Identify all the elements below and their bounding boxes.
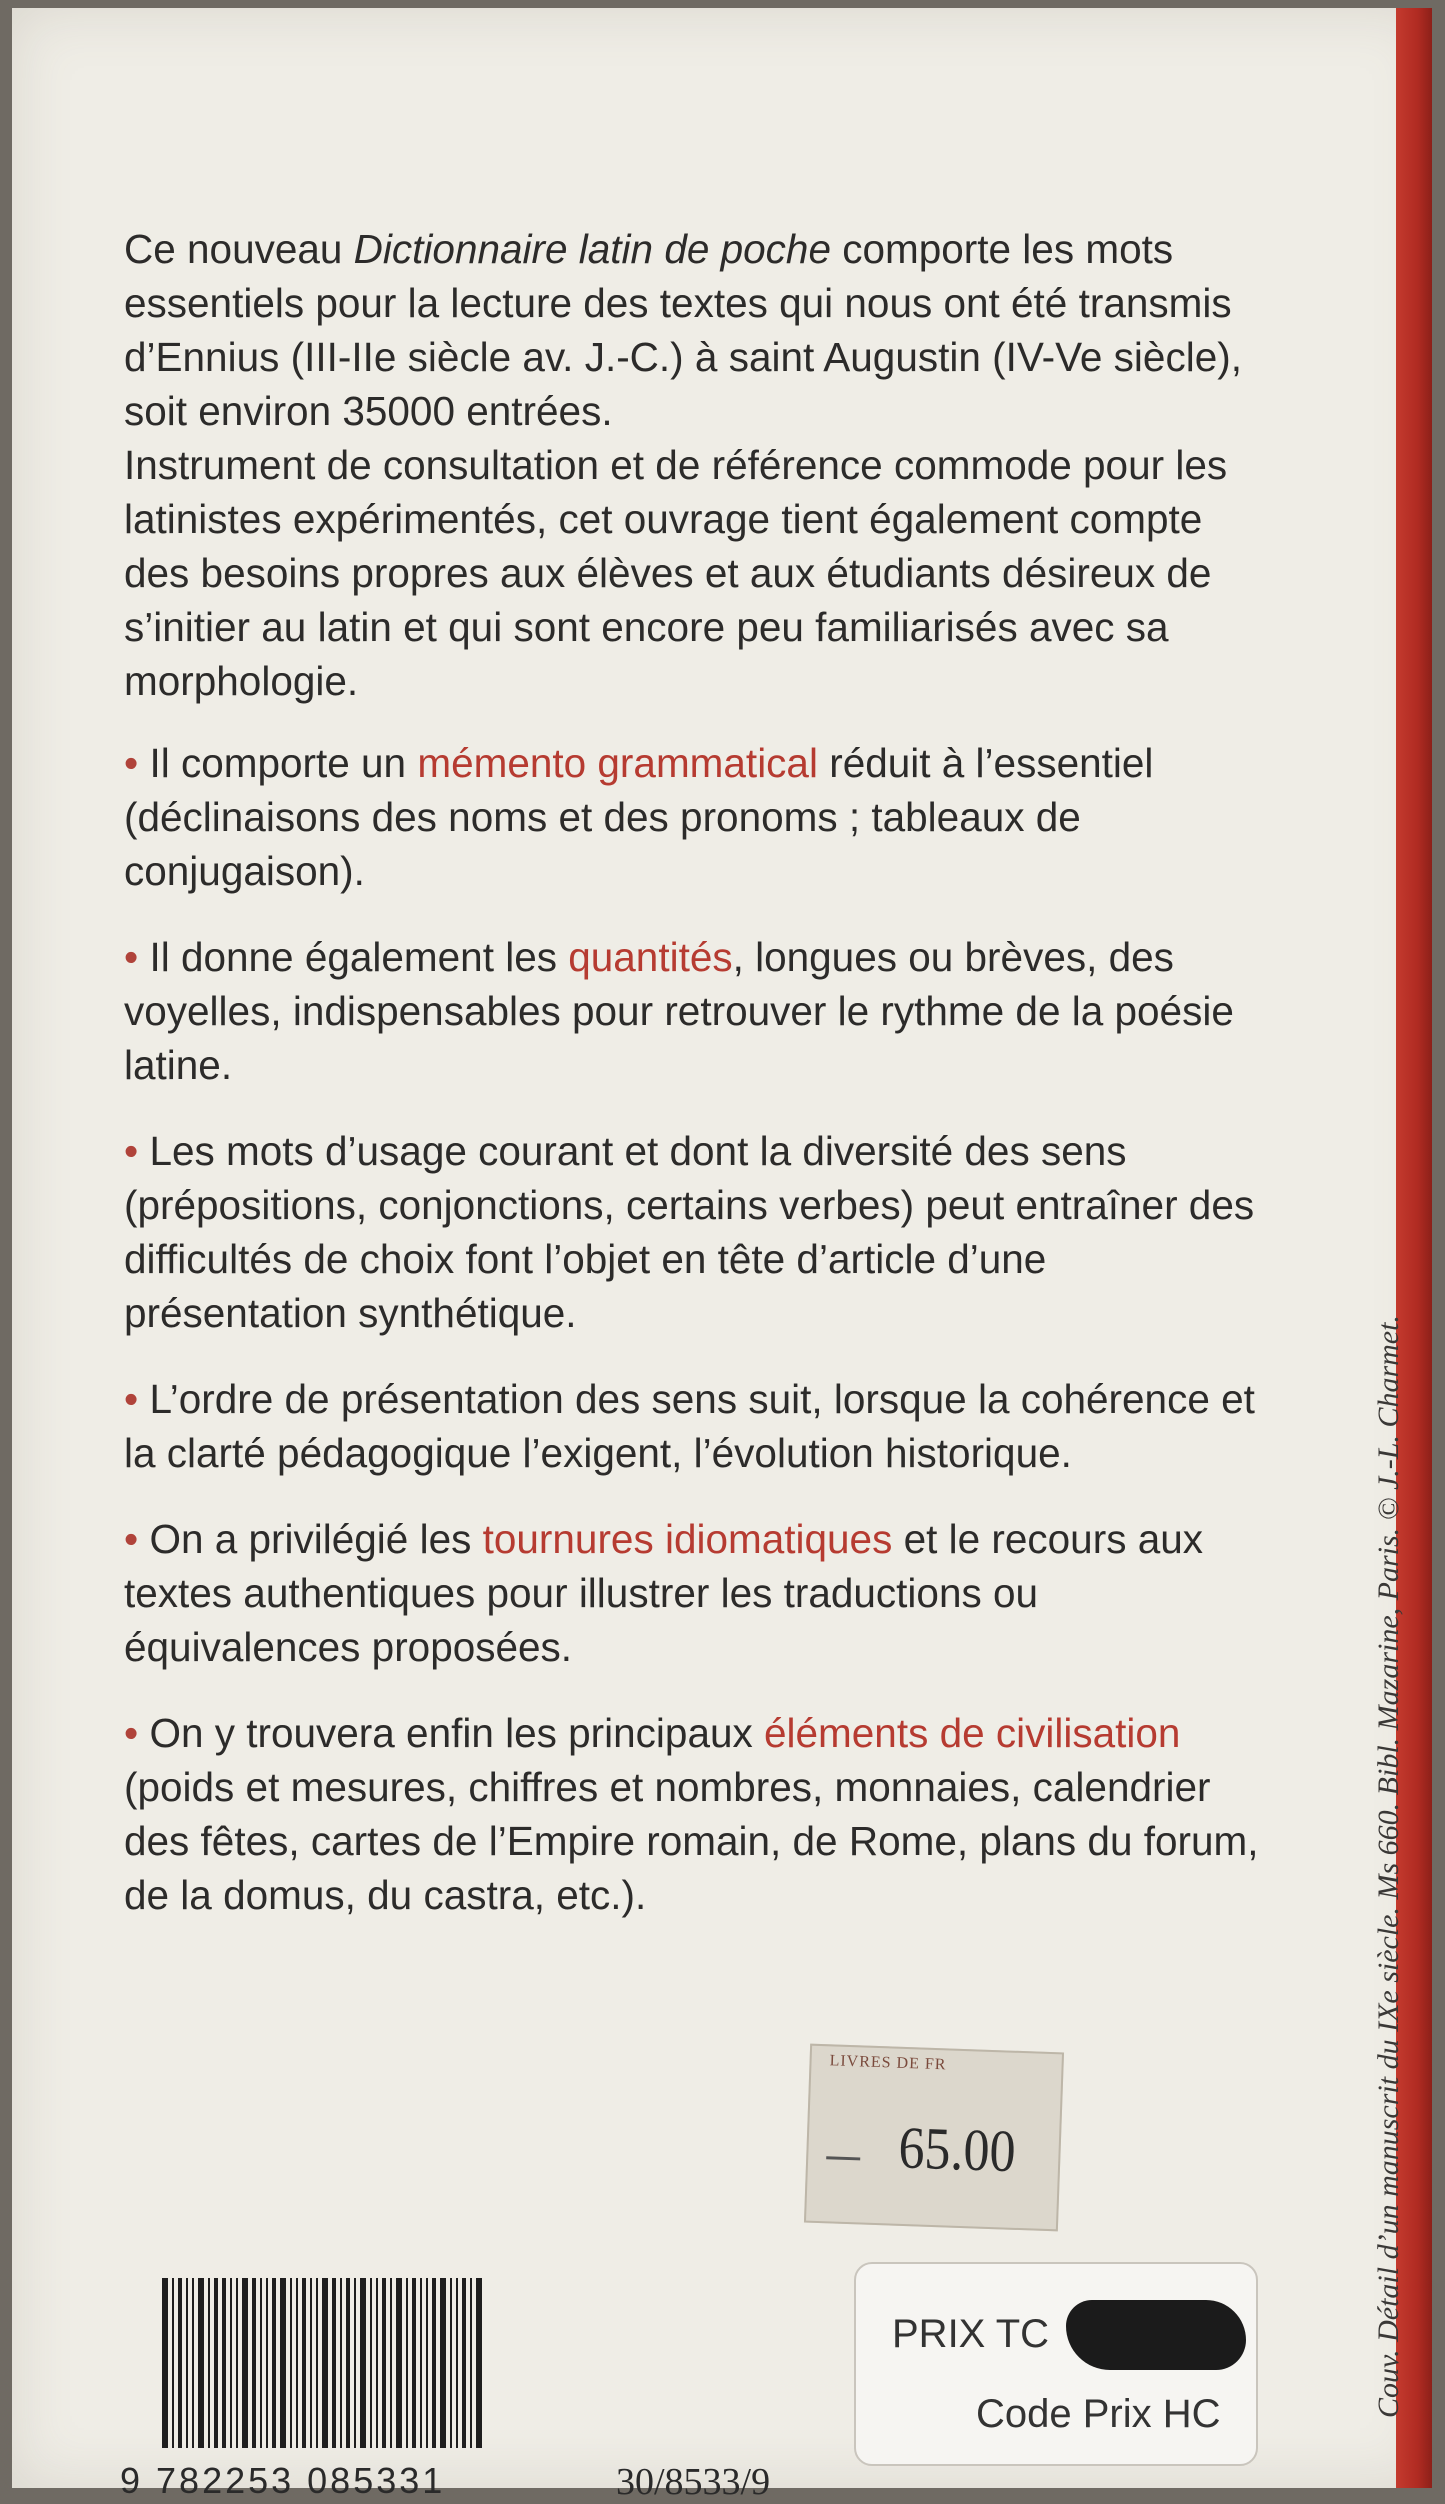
barcode-bar — [450, 2278, 452, 2448]
barcode-bar — [296, 2278, 298, 2448]
barcode-bar — [290, 2278, 292, 2448]
barcode-bar — [426, 2278, 428, 2448]
barcode-bar — [192, 2278, 194, 2448]
barcode-bar — [346, 2278, 350, 2448]
code-prix-label: Code Prix HC — [976, 2392, 1221, 2436]
price-sticker — [804, 2044, 1064, 2232]
barcode-bar — [242, 2278, 248, 2448]
description-text — [124, 222, 1274, 1954]
bullet-icon: • — [124, 1710, 139, 1756]
barcode-bar — [310, 2278, 312, 2448]
barcode — [162, 2278, 552, 2448]
barcode-bar — [476, 2278, 482, 2448]
barcode-bar — [230, 2278, 232, 2448]
prix-tc-label: PRIX TC — [892, 2312, 1050, 2356]
bullet-text: , longues ou brèves, des voyelles, indispensables pour retrouver le rythme de la poésie latine. — [124, 934, 1234, 1088]
reference-number: 30/8533/9 — [616, 2461, 771, 2503]
bullet-item-ordre — [124, 1372, 1274, 1480]
barcode-digits: 9 782253 085331 — [120, 2460, 446, 2501]
sticker-dash — [826, 2156, 860, 2160]
barcode-bar — [214, 2278, 218, 2448]
barcode-bar — [266, 2278, 268, 2448]
cover-credit: Couv. Détail d’un manuscrit du IXe siècle. Ms 660. Bibl. Mazarine, Paris. © J.-L. Charmet. — [1372, 1315, 1405, 2418]
redaction-mark — [1066, 2300, 1246, 2370]
barcode-bar — [382, 2278, 386, 2448]
bullet-item-tournures — [124, 1512, 1274, 1674]
sticker-header: LIVRES DE FR — [829, 2052, 947, 2074]
barcode-bar — [222, 2278, 226, 2448]
bullet-item-memento — [124, 736, 1274, 898]
bullet-text: Il donne également les — [138, 934, 569, 980]
barcode-bar — [456, 2278, 458, 2448]
barcode-bar — [432, 2278, 436, 2448]
bullet-icon: • — [124, 1376, 139, 1422]
bullet-icon: • — [124, 740, 139, 786]
bullet-icon: • — [124, 1128, 139, 1174]
barcode-bar — [340, 2278, 342, 2448]
barcode-bar — [354, 2278, 356, 2448]
barcode-bar — [412, 2278, 416, 2448]
bullet-text: On y trouvera enfin les principaux — [138, 1710, 764, 1756]
barcode-bar — [302, 2278, 306, 2448]
barcode-bar — [198, 2278, 204, 2448]
barcode-bar — [186, 2278, 188, 2448]
bullet-text: réduit à l’essentiel (déclinaisons des noms et des pronoms ; tableaux de conjugaison). — [124, 740, 1154, 894]
barcode-bar — [322, 2278, 328, 2448]
barcode-bar — [396, 2278, 402, 2448]
barcode-bar — [172, 2278, 174, 2448]
bullet-text: et le recours aux textes authentiques pour illustrer les traductions ou équivalences proposées. — [124, 1516, 1203, 1670]
bullet-text: Il comporte un — [138, 740, 418, 786]
barcode-bar — [236, 2278, 238, 2448]
barcode-bar — [178, 2278, 182, 2448]
bullet-item-civilisation — [124, 1706, 1274, 1922]
book-title: Dictionnaire latin de poche — [353, 226, 831, 272]
highlight-term: mémento grammatical — [417, 740, 818, 786]
intro-paragraph — [124, 222, 1274, 708]
barcode-bar — [470, 2278, 472, 2448]
highlight-term: éléments de civilisation — [764, 1710, 1181, 1756]
bullet-item-quantites — [124, 930, 1274, 1092]
barcode-bar — [162, 2278, 168, 2448]
barcode-bar — [420, 2278, 422, 2448]
barcode-bar — [406, 2278, 408, 2448]
barcode-bar — [280, 2278, 286, 2448]
barcode-bar — [316, 2278, 318, 2448]
sticker-price: 65.00 — [897, 2115, 1017, 2186]
highlight-term: tournures idiomatiques — [482, 1516, 893, 1562]
bullet-item-usage — [124, 1124, 1274, 1340]
highlight-term: quantités — [568, 934, 733, 980]
intro-text-cont: comporte les mots essentiels pour la lecture des textes qui nous ont été transmis d’Ennius (III-IIe siècle av. J.-C.) à saint Augustin (IV-Ve siècle), soit environ 35000 entrées. — [124, 226, 1242, 434]
bullet-icon: • — [124, 1516, 139, 1562]
barcode-bar — [208, 2278, 210, 2448]
barcode-bar — [272, 2278, 276, 2448]
bullet-icon: • — [124, 934, 139, 980]
barcode-bar — [252, 2278, 256, 2448]
barcode-bar — [360, 2278, 366, 2448]
barcode-bar — [390, 2278, 392, 2448]
bullet-text: L’ordre de présentation des sens suit, lorsque la cohérence et la clarté pédagogique l’exigent, l’évolution historique. — [124, 1376, 1255, 1476]
barcode-bar — [462, 2278, 466, 2448]
bullet-text: Les mots d’usage courant et dont la diversité des sens (prépositions, conjonctions, certains verbes) peut entraîner des difficultés de choix font l’objet en tête d’article d’une présentation synthétique. — [124, 1128, 1255, 1336]
price-code-label — [854, 2262, 1258, 2466]
barcode-bar — [260, 2278, 262, 2448]
intro-paragraph-2: Instrument de consultation et de référence commode pour les latinistes expérimentés, cet ouvrage tient également compte des besoins propres aux élèves et aux étudiants désireux de s’initier au latin et qui sont encore peu familiarisés avec sa morphologie. — [124, 442, 1228, 704]
bullet-text: On a privilégié les — [138, 1516, 483, 1562]
book-back-cover — [12, 8, 1432, 2503]
intro-text: Ce nouveau — [124, 226, 354, 272]
barcode-bar — [440, 2278, 446, 2448]
barcode-bar — [332, 2278, 336, 2448]
barcode-bar — [376, 2278, 378, 2448]
barcode-bar — [370, 2278, 372, 2448]
bullet-text: (poids et mesures, chiffres et nombres, monnaies, calendrier des fêtes, cartes de l’Empire romain, de Rome, plans du forum, de la domus, du castra, etc.). — [124, 1764, 1259, 1918]
